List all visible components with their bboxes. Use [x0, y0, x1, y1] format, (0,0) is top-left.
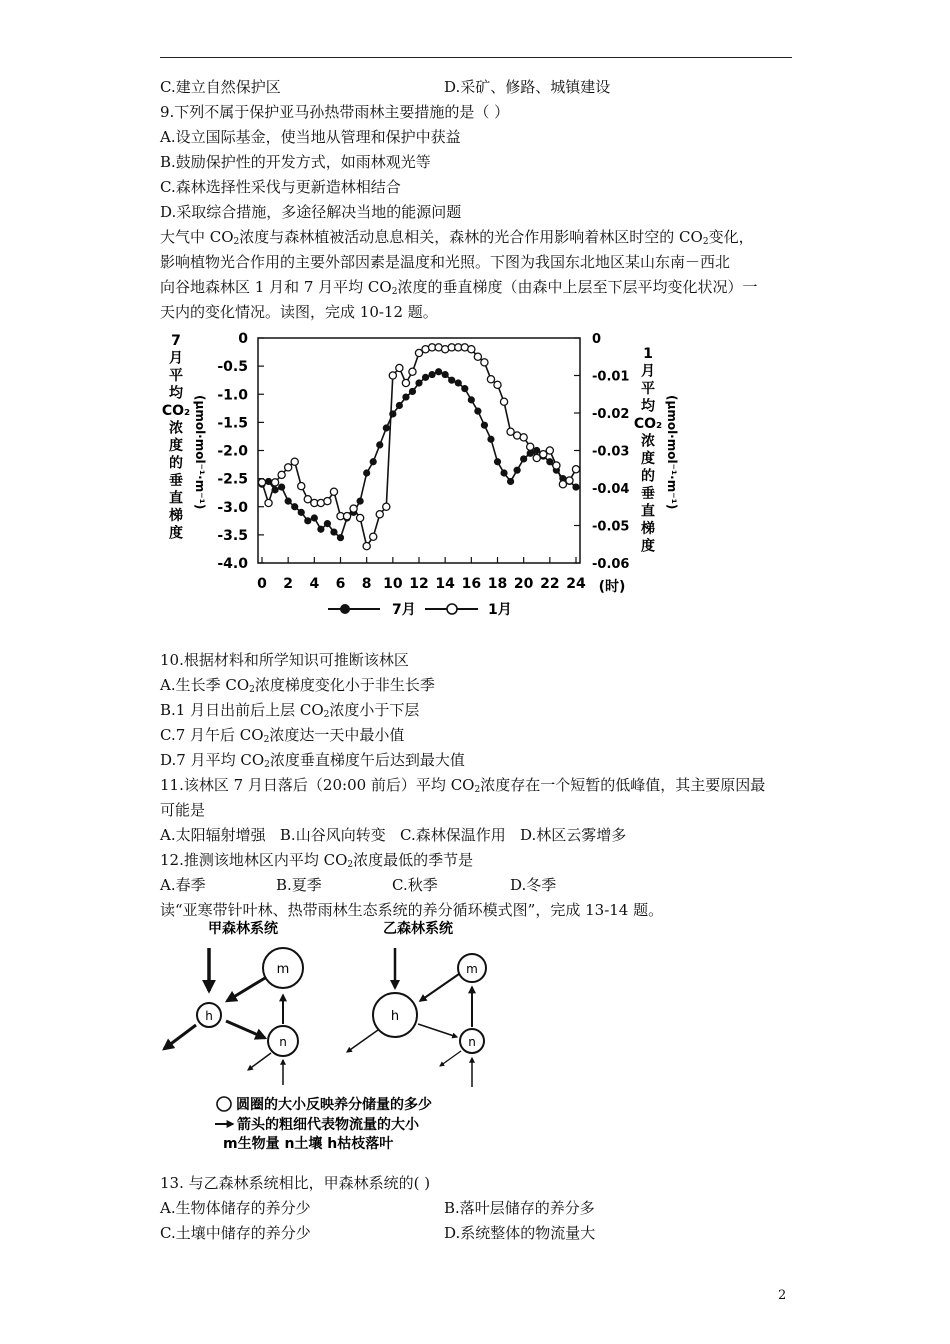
right-axis-label-char: 平: [641, 381, 655, 397]
right-axis-label-char: 直: [641, 503, 655, 520]
data-point-jan: [402, 379, 409, 386]
x-tick-label: 4: [309, 576, 320, 592]
left-axis-unit: (μmol·mol⁻¹·m⁻¹): [193, 395, 207, 510]
q11-options: A.太阳辐射增强 B.山谷风向转变 C.森林保温作用 D.林区云雾增多: [160, 826, 627, 844]
arrow-h-to-n-jia: [226, 1021, 265, 1038]
data-point-july: [500, 469, 507, 476]
q13-option-a: A.生物体储存的养分少: [160, 1199, 311, 1217]
material-line-3: 向谷地森林区 1 月和 7 月平均 $CO_2$浓度的垂直梯度（由森中上层至下层平均变化状况）一: [160, 278, 758, 297]
right-axis-label-char: CO₂: [633, 416, 663, 432]
data-point-july: [494, 458, 501, 465]
data-point-july: [330, 528, 337, 535]
right-axis-label-char: 1: [643, 346, 653, 362]
diagram-legend-1: 圆圈的大小反映养分储量的多少: [236, 1097, 432, 1113]
data-point-jan: [258, 479, 265, 486]
node-m-yi-label: m: [466, 962, 478, 976]
data-point-jan: [481, 359, 488, 366]
system-jia: [164, 948, 303, 1085]
q8-option-d: D.采矿、修路、城镇建设: [444, 78, 611, 96]
data-point-july: [357, 498, 364, 505]
x-tick-label: 16: [461, 576, 482, 592]
intro-13-14: 读“亚寒带针叶林、热带雨林生态系统的养分循环模式图”，完成 13-14 题。: [160, 901, 664, 919]
material-line-2: 影响植物光合作用的主要外部因素是温度和光照。下图为我国东北地区某山东南－西北: [160, 253, 731, 271]
right-tick-label: -0.05: [592, 519, 630, 535]
right-axis-label-char: 均: [641, 398, 655, 415]
q13-stem: 13. 与乙森林系统相比，甲森林系统的( ): [160, 1174, 431, 1192]
data-point-jan: [343, 513, 350, 520]
data-point-jan: [474, 353, 481, 360]
data-point-jan: [553, 462, 560, 469]
right-tick-label: 0: [592, 332, 602, 347]
data-point-july: [396, 402, 403, 409]
right-axis-label-char: 梯: [641, 521, 655, 537]
right-axis-label-char: 浓: [641, 433, 655, 450]
right-axis-unit: (μmol·mol⁻¹·m⁻¹): [665, 395, 679, 510]
diagram-legend-circle-icon: [217, 1097, 231, 1111]
data-point-jan: [396, 364, 403, 371]
page-number: 2: [778, 1288, 787, 1303]
left-tick-label: -0.5: [217, 359, 248, 376]
legend-july-label: 7月: [392, 602, 416, 618]
diagram-legend-3: m生物量 n土壤 h枯枝落叶: [223, 1136, 394, 1152]
left-axis-label-char: CO₂: [161, 403, 191, 419]
q10-stem: 10.根据材料和所学知识可推断该林区: [160, 651, 409, 669]
data-point-jan: [500, 398, 507, 405]
q10-option-b: B.1 月日出前后上层 $CO_2$浓度小于下层: [160, 701, 420, 720]
data-point-july: [442, 371, 449, 378]
legend-jan-marker: [447, 604, 457, 614]
left-axis-label-char: 梯: [169, 508, 183, 524]
x-tick-label: 20: [513, 576, 534, 592]
nutrient-cycle-diagram: [155, 915, 500, 1155]
data-point-july: [435, 368, 442, 375]
right-tick-label: -0.06: [592, 557, 630, 572]
left-axis-label-char: 垂: [169, 473, 183, 489]
material-line-4: 天内的变化情况。读图，完成 10-12 题。: [160, 303, 438, 321]
data-point-july: [278, 483, 285, 490]
q11-stem-cont: 可能是: [160, 801, 206, 819]
arrow-h-out-yi: [347, 1030, 378, 1052]
left-tick-label: -3.0: [217, 499, 248, 516]
left-axis-label-char: 月: [169, 350, 183, 367]
data-point-jan: [370, 533, 377, 540]
header-rule: [160, 57, 792, 58]
left-axis-label-char: 浓: [169, 420, 183, 437]
data-point-july: [304, 517, 311, 524]
arrow-m-to-h-jia: [227, 978, 265, 1001]
q13-option-b: B.落叶层储存的养分多: [444, 1199, 595, 1217]
x-tick-label: 14: [435, 576, 455, 592]
data-point-july: [317, 526, 324, 533]
q12-stem: 12.推测该地林区内平均 $CO_2$浓度最低的季节是: [160, 851, 474, 870]
right-axis-label-char: 度: [641, 451, 655, 467]
data-point-jan: [271, 479, 278, 486]
q8-option-c: C.建立自然保护区: [160, 78, 281, 96]
arrow-n-out-yi: [440, 1051, 461, 1066]
data-point-july: [370, 458, 377, 465]
left-tick-label: -1.5: [217, 415, 248, 432]
data-point-july: [337, 534, 344, 541]
data-point-july: [409, 388, 416, 395]
data-point-july: [474, 408, 481, 415]
data-point-jan: [330, 488, 337, 495]
data-point-jan: [527, 443, 534, 450]
right-tick-label: -0.04: [592, 482, 630, 497]
left-axis-label-char: 均: [169, 385, 183, 402]
data-point-july: [487, 436, 494, 443]
x-axis-unit: (时): [598, 579, 626, 595]
data-point-july: [298, 509, 305, 516]
data-point-jan: [357, 514, 364, 521]
right-axis-label-char: 的: [641, 468, 655, 485]
data-point-july: [468, 396, 475, 403]
q12-option-c: C.秋季: [392, 876, 438, 894]
data-point-july: [415, 379, 422, 386]
x-tick-label: 18: [487, 576, 508, 592]
data-point-july: [514, 467, 521, 474]
data-point-jan: [298, 483, 305, 490]
left-tick-label: -1.0: [217, 387, 248, 404]
data-point-july: [455, 379, 462, 386]
q10-option-c: C.7 月午后 $CO_2$浓度达一天中最小值: [160, 726, 405, 745]
legend-jan-label: 1月: [488, 602, 512, 618]
data-point-july: [363, 469, 370, 476]
x-tick-label: 8: [361, 576, 372, 592]
q9-option-c: C.森林选择性采伐与更新造林相结合: [160, 178, 401, 196]
q10-option-d: D.7 月平均 $CO_2$浓度垂直梯度午后达到最大值: [160, 751, 465, 770]
data-point-july: [448, 377, 455, 384]
data-point-july: [291, 503, 298, 510]
node-h-yi-label: h: [390, 1009, 400, 1024]
data-point-jan: [285, 464, 292, 471]
data-point-jan: [324, 498, 331, 505]
node-n-jia-label: n: [279, 1035, 287, 1049]
data-point-july: [507, 478, 514, 485]
diagram-title-yi: 乙森林系统: [383, 921, 453, 937]
data-point-july: [428, 371, 435, 378]
right-axis-label-char: 月: [641, 363, 655, 380]
x-tick-label: 10: [383, 576, 403, 592]
left-axis-label-char: 度: [169, 525, 183, 542]
data-point-jan: [376, 511, 383, 518]
diagram-legend-2: 箭头的粗细代表物流量的大小: [237, 1117, 419, 1133]
right-tick-label: -0.03: [592, 444, 630, 460]
data-point-july: [324, 520, 331, 527]
left-axis-label-char: 平: [169, 368, 183, 384]
data-point-jan: [389, 372, 396, 379]
x-tick-label: 12: [409, 576, 429, 592]
x-tick-label: 24: [566, 576, 586, 592]
q13-option-c: C.土壤中储存的养分少: [160, 1224, 311, 1242]
left-tick-label: -2.0: [217, 443, 248, 460]
co2-gradient-chart: [160, 320, 680, 630]
node-m-jia-label: m: [276, 962, 290, 977]
data-point-jan: [468, 346, 475, 353]
data-point-july: [422, 374, 429, 381]
q13-option-d: D.系统整体的物流量大: [444, 1224, 596, 1242]
material-line-1: 大气中 $CO_2$浓度与森林植被活动息息相关，森林的光合作用影响着林区时空的 $CO_2$变化，: [160, 228, 754, 247]
left-tick-label: 0: [238, 331, 248, 347]
data-point-jan: [572, 466, 579, 473]
right-axis-label-char: 垂: [641, 486, 655, 502]
left-axis-label-char: 度: [169, 438, 183, 454]
data-point-july: [383, 424, 390, 431]
data-point-jan: [566, 477, 573, 484]
data-point-july: [461, 385, 468, 392]
data-point-jan: [350, 505, 357, 512]
diagram-title-jia: 甲森林系统: [208, 921, 278, 937]
data-point-jan: [546, 447, 553, 454]
x-tick-label: 22: [540, 576, 560, 592]
left-axis-label-char: 7: [171, 333, 181, 349]
data-point-jan: [520, 434, 527, 441]
node-h-jia-label: h: [205, 1009, 213, 1023]
data-point-jan: [487, 376, 494, 383]
q9-option-b: B.鼓励保护性的开发方式，如雨林观光等: [160, 153, 431, 171]
arrow-n-out-jia: [248, 1053, 271, 1070]
data-point-july: [572, 483, 579, 490]
x-tick-label: 2: [283, 576, 294, 592]
q11-stem: 11.该林区 7 月日落后（20:00 前后）平均 $CO_2$浓度存在一个短暂的低峰值，其主要原因最: [160, 776, 766, 795]
data-point-july: [376, 441, 383, 448]
q10-option-a: A.生长季 $CO_2$浓度梯度变化小于非生长季: [160, 676, 435, 695]
q12-option-d: D.冬季: [510, 876, 557, 894]
arrow-h-out-jia: [164, 1025, 196, 1049]
right-tick-label: -0.01: [592, 369, 630, 385]
q9-option-d: D.采取综合措施，多途径解决当地的能源问题: [160, 203, 462, 221]
x-tick-label: 6: [335, 576, 346, 592]
arrow-h-to-n-yi: [418, 1024, 457, 1037]
data-point-jan: [265, 499, 272, 506]
data-point-july: [311, 514, 318, 521]
legend-july-marker: [340, 604, 350, 614]
q9-stem: 9.下列不属于保护亚马孙热带雨林主要措施的是（ ）: [160, 103, 510, 121]
left-axis-label-char: 直: [169, 490, 183, 507]
data-point-july: [285, 498, 292, 505]
data-point-july: [520, 455, 527, 462]
node-n-yi-label: n: [468, 1035, 476, 1049]
left-tick-label: -2.5: [217, 471, 248, 488]
data-point-jan: [363, 543, 370, 550]
left-axis-label-char: 的: [169, 455, 183, 472]
x-tick-label: 0: [257, 576, 267, 592]
data-point-jan: [278, 471, 285, 478]
arrow-m-to-h-yi: [420, 974, 459, 1001]
q9-option-a: A.设立国际基金，使当地从管理和保护中获益: [160, 128, 461, 146]
right-tick-label: -0.02: [592, 407, 630, 422]
data-point-july: [402, 393, 409, 400]
data-point-jan: [291, 458, 298, 465]
data-point-jan: [494, 381, 501, 388]
q12-option-b: B.夏季: [276, 876, 322, 894]
data-point-jan: [409, 368, 416, 375]
q12-option-a: A.春季: [160, 876, 206, 894]
right-axis-label-char: 度: [641, 538, 655, 555]
left-tick-label: -4.0: [217, 556, 248, 572]
system-yi: [347, 948, 486, 1087]
left-tick-label: -3.5: [217, 527, 248, 544]
data-point-july: [481, 422, 488, 429]
data-point-jan: [383, 503, 390, 510]
